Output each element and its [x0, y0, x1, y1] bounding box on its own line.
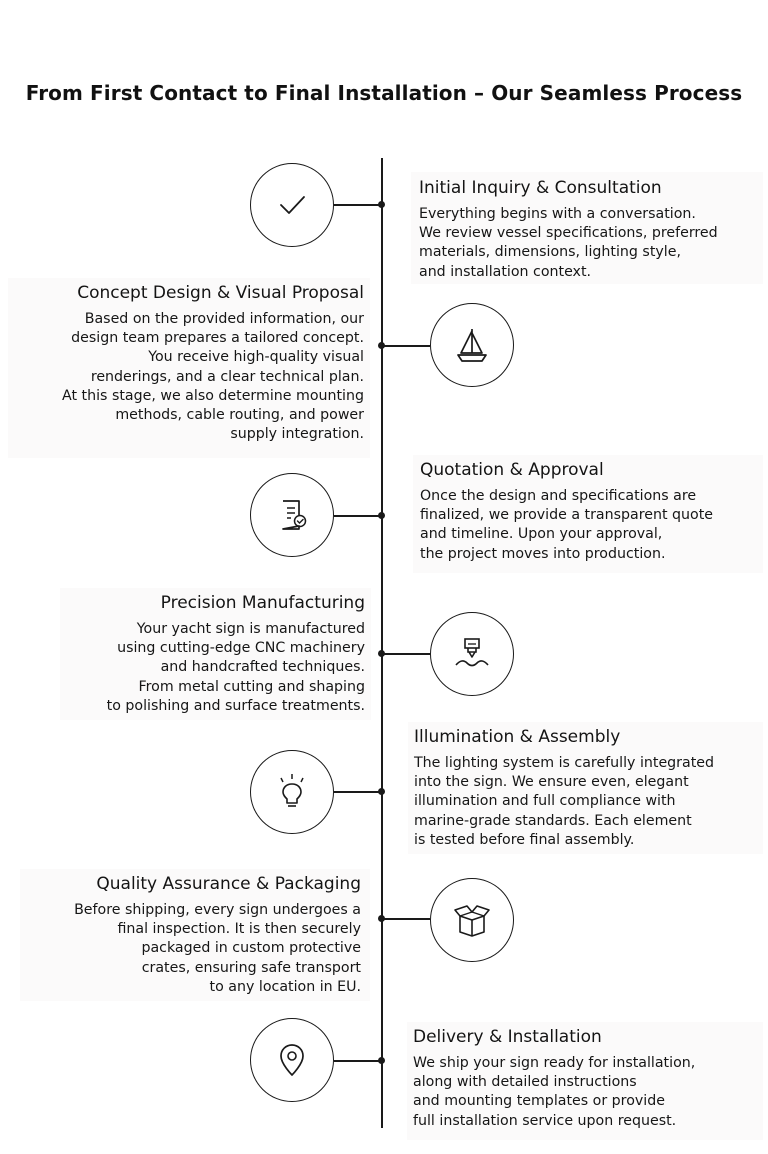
document-check-icon — [270, 493, 314, 537]
step-1-text: Everything begins with a conversation. We review vessel specifications, preferred materials, dimensions, lighting style, and installation context. — [419, 206, 718, 280]
step-6-icon-circle — [430, 878, 514, 962]
step-1-dot — [378, 201, 385, 208]
sailboat-icon — [450, 323, 494, 367]
step-5-dot — [378, 788, 385, 795]
step-2-text: Based on the provided information, our design team prepares a tailored concept. You receive high-quality visual renderings, and a clear technical plan. At this stage, we also determine mounting methods, cable routing, and power supply integration. — [62, 311, 364, 443]
step-5-card — [408, 722, 763, 854]
step-3-text: Once the design and specifications are finalized, we provide a transparent quote and timeline. Upon your approval, the project moves into production. — [420, 488, 713, 562]
step-7-dot — [378, 1057, 385, 1064]
step-2-title: Concept Design & Visual Proposal — [77, 283, 364, 303]
step-1-title: Initial Inquiry & Consultation — [419, 178, 662, 198]
step-3-card — [413, 455, 763, 573]
step-1-icon-circle — [250, 163, 334, 247]
step-1-card — [411, 172, 763, 284]
open-box-icon — [450, 898, 494, 942]
step-7-connector — [334, 1060, 382, 1062]
step-7-icon-circle — [250, 1018, 334, 1102]
step-6-text: Before shipping, every sign undergoes a final inspection. It is then securely packaged in custom protective crates, ensuring safe transport to any location in EU. — [74, 902, 361, 995]
step-4-connector — [382, 653, 430, 655]
step-7-text: We ship your sign ready for installation, along with detailed instructions and mounting templates or provide full installation service upon request. — [413, 1055, 696, 1129]
step-5-text: The lighting system is carefully integrated into the sign. We ensure even, elegant illumination and full compliance with marine-grade standards. Each element is tested before final assembly. — [414, 755, 715, 848]
step-2-card — [8, 278, 370, 458]
step-4-title: Precision Manufacturing — [160, 593, 365, 613]
cnc-machine-icon — [450, 632, 494, 676]
timeline-line — [381, 158, 383, 1128]
step-4-text: Your yacht sign is manufactured using cutting-edge CNC machinery and handcrafted techniques. From metal cutting and shaping to polishing and surface treatments. — [106, 621, 365, 714]
step-5-connector — [334, 791, 382, 793]
lightbulb-icon — [270, 770, 314, 814]
step-3-icon-circle — [250, 473, 334, 557]
step-6-connector — [382, 918, 430, 920]
step-7-card — [407, 1022, 763, 1140]
step-6-title: Quality Assurance & Packaging — [96, 874, 361, 894]
step-5-icon-circle — [250, 750, 334, 834]
step-5-title: Illumination & Assembly — [414, 727, 621, 747]
step-4-card — [60, 588, 371, 720]
step-1-connector — [334, 204, 382, 206]
step-3-dot — [378, 512, 385, 519]
step-6-card — [20, 869, 370, 1001]
step-2-connector — [382, 345, 430, 347]
step-7-title: Delivery & Installation — [413, 1027, 602, 1047]
step-3-title: Quotation & Approval — [420, 460, 604, 480]
page-title: From First Contact to Final Installation – Our Seamless Process — [25, 81, 743, 106]
step-4-icon-circle — [430, 612, 514, 696]
step-3-connector — [334, 515, 382, 517]
checkmark-icon — [270, 183, 314, 227]
step-2-icon-circle — [430, 303, 514, 387]
location-pin-icon — [270, 1038, 314, 1082]
